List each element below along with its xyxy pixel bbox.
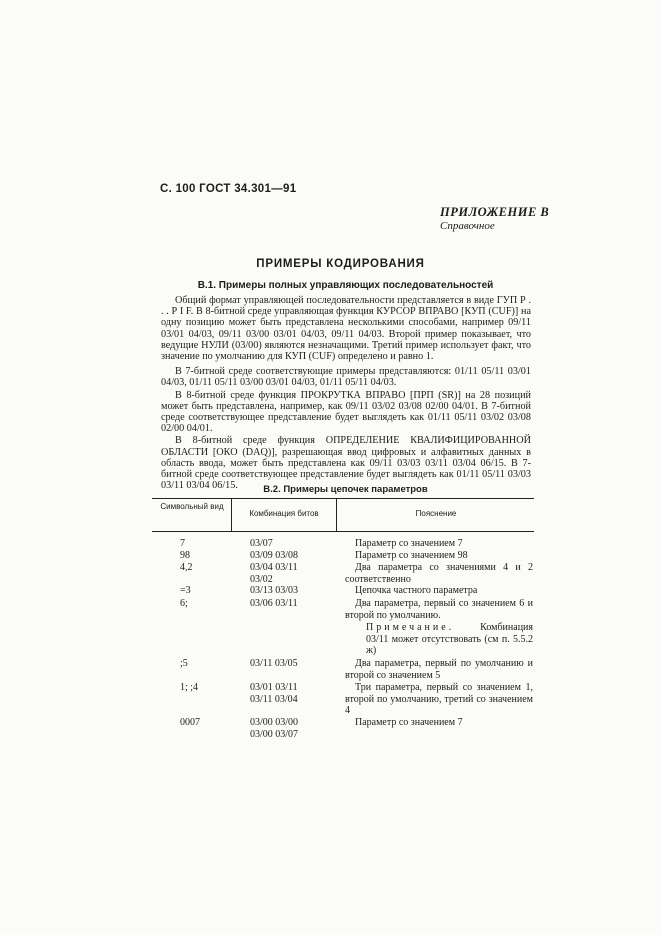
table-top-rule — [152, 498, 534, 499]
table-cell-symbolic: 98 — [180, 550, 190, 561]
table-cell-bits: 03/13 03/03 — [250, 585, 299, 596]
page-header: С. 100 ГОСТ 34.301—91 — [160, 183, 297, 195]
table-column-divider — [336, 498, 337, 531]
appendix-title: ПРИЛОЖЕНИЕ В — [440, 205, 550, 219]
table-cell-symbolic: =3 — [180, 585, 191, 596]
paragraph-1: Общий формат управляющей последовательности представляется в виде ГУП Р . . . Р I F. В 8-битной среде управляющая функция КУРСОР ВПРАВО [КУП (CUF)] на одну позицию может быть представлена несколькими способами, например 09/11 03/01 04/03, 09/11 03/00 03/01 04/03, 09/11 04/03. Второй пример показывает, что ведущие НУЛИ (03/00) являются незначащими. Третий пример использует факт, что значение по умолчанию для КУП (CUF) определено и равно 1. — [161, 295, 531, 363]
appendix-note: Справочное — [440, 220, 495, 232]
table-column-divider — [231, 498, 232, 531]
page-title: ПРИМЕРЫ КОДИРОВАНИЯ — [256, 258, 425, 270]
table-cell-note — [366, 622, 533, 657]
table-cell-bits: 03/07 — [250, 538, 273, 549]
column-header-symbolic: Символьный вид — [160, 502, 224, 511]
table-cell-bits: 03/04 03/11 03/02 — [250, 562, 298, 585]
table-cell-symbolic: 1; ;4 — [180, 682, 199, 693]
table-cell-bits: 03/06 03/11 — [250, 598, 298, 609]
paragraph-3: В 8-битной среде функция ПРОКРУТКА ВПРАВО [ПРП (SR)] на 28 позиций может быть представлена, например, как 09/11 03/02 03/08 02/00 04/01. В 7-битной среде соответствующее представление будет выглядеть как 01/11 05/11 03/02 03/08 02/00 04/01. — [161, 389, 531, 435]
table-cell-symbolic: 6; — [180, 598, 188, 609]
note-label: Примечание. — [366, 622, 455, 633]
section-1-heading: В.1. Примеры полных управляющих последовательностей — [197, 280, 494, 291]
column-header-bits: Комбинация битов — [249, 509, 319, 518]
table-cell-symbolic: ;5 — [180, 658, 188, 669]
table-cell-bits: 03/00 03/00 03/00 03/07 — [250, 717, 299, 740]
table-cell-explanation: Два параметра, первый по умолчанию и второй со значением 5 — [345, 658, 533, 681]
column-header-explanation: Пояснение — [415, 509, 457, 518]
table-cell-symbolic: 7 — [180, 538, 185, 549]
section-1-body — [161, 295, 531, 491]
table-cell-explanation: Параметр со значением 98 — [355, 550, 468, 561]
table-cell-explanation: Три параметра, первый со значением 1, второй по умолчанию, третий со значением 4 — [345, 682, 533, 716]
table-cell-bits: 03/01 03/11 03/11 03/04 — [250, 682, 298, 705]
table-cell-symbolic: 4,2 — [180, 562, 193, 573]
table-cell-bits: 03/09 03/08 — [250, 550, 299, 561]
table-cell-explanation: Цепочка частного параметра — [355, 585, 478, 596]
table-cell-explanation: Два параметра со значениями 4 и 2 соответственно — [345, 562, 533, 585]
table-cell-explanation: Два параметра, первый со значением 6 и второй по умолчанию. — [345, 598, 533, 621]
paragraph-2: В 7-битной среде соответствующие примеры представляются: 01/11 05/11 03/01 04/03, 01/11 05/11 03/00 03/01 04/03, 01/11 05/11 04/03. — [161, 366, 531, 389]
note-text: Комбинация 03/11 может отсутствовать (см п. 5.5.2 ж) — [366, 622, 533, 656]
table-cell-bits: 03/11 03/05 — [250, 658, 298, 669]
section-2-heading: В.2. Примеры цепочек параметров — [263, 484, 428, 495]
table-header-rule — [152, 531, 534, 532]
paragraph-4: В 8-битной среде функция ОПРЕДЕЛЕНИЕ КВАЛИФИЦИРОВАННОЙ ОБЛАСТИ [ОКО (DAQ)], разрешающая ввод цифровых и алфавитных данных в область ввода, может быть представлена как 09/11 03/03 03/11 03/04 06/15. В 7-битной среде соответствующее представление будет выглядеть как 01/11 05/11 03/03 03/11 03/04 06/15. — [161, 435, 531, 492]
table-cell-explanation: Параметр со значением 7 — [355, 538, 463, 549]
table-cell-explanation: Параметр со значением 7 — [355, 717, 463, 728]
table-cell-symbolic: 0007 — [180, 717, 200, 728]
